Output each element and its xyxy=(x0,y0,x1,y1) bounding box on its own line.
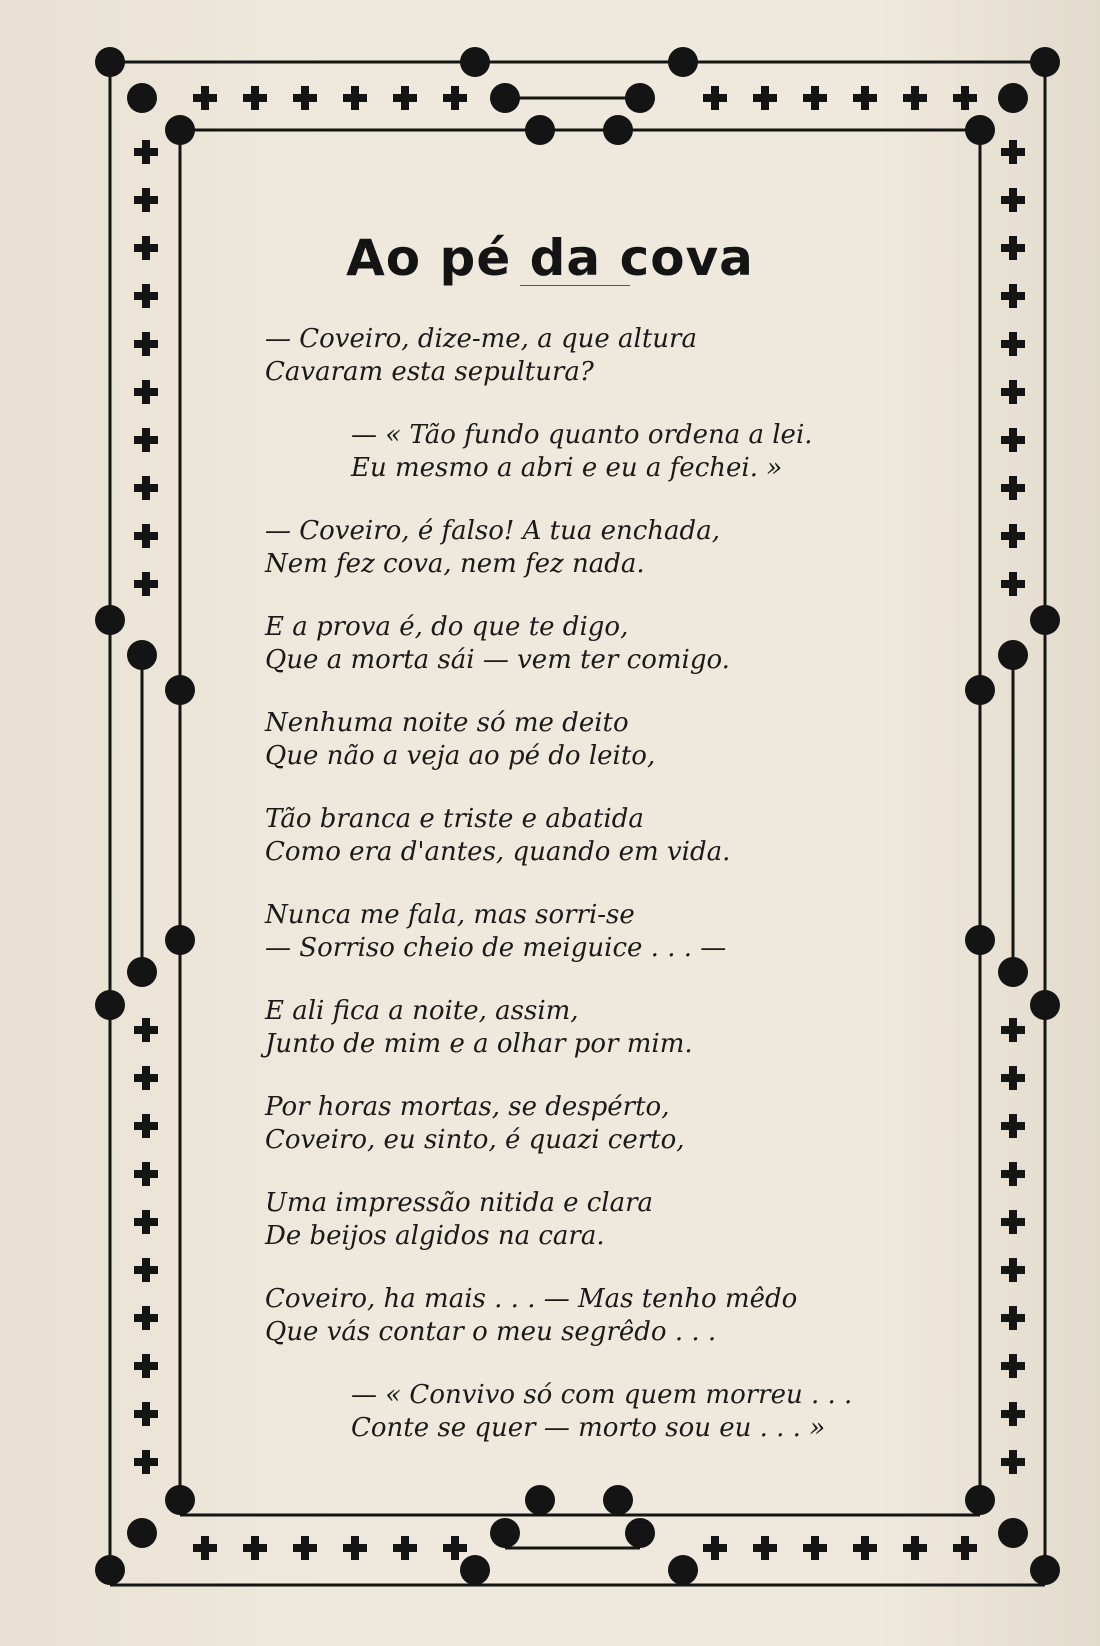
poem-line: Que não a veja ao pé do leito, xyxy=(265,741,656,771)
cross-icon xyxy=(443,86,467,110)
poem-stanza xyxy=(351,1379,865,1445)
poem-stanza xyxy=(351,419,865,485)
dot-icon xyxy=(460,47,490,77)
cross-icon xyxy=(343,86,367,110)
dot-icon xyxy=(525,1485,555,1515)
dot-icon xyxy=(127,640,157,670)
cross-icon xyxy=(853,1536,877,1560)
cross-icon xyxy=(134,1114,158,1138)
poem-line: E ali fica a noite, assim, xyxy=(265,996,579,1026)
poem-line: Como era d'antes, quando em vida. xyxy=(265,837,731,867)
poem-line: De beijos algidos na cara. xyxy=(265,1221,605,1251)
poem-line: E a prova é, do que te digo, xyxy=(265,612,629,642)
poem-stanza xyxy=(265,611,865,677)
dot-icon xyxy=(165,1485,195,1515)
dot-icon xyxy=(603,1485,633,1515)
cross-icon xyxy=(1001,524,1025,548)
poem-line: — « Convivo só com quem morreu . . . xyxy=(351,1380,853,1410)
cross-icon xyxy=(753,86,777,110)
cross-icon xyxy=(1001,572,1025,596)
cross-icon xyxy=(134,476,158,500)
dot-icon xyxy=(965,675,995,705)
cross-icon xyxy=(1001,476,1025,500)
poem-stanza xyxy=(265,1091,865,1157)
cross-icon xyxy=(703,86,727,110)
poem-line: Junto de mim e a olhar por mim. xyxy=(265,1029,693,1059)
dot-icon xyxy=(603,115,633,145)
poem-line: Eu mesmo a abri e eu a fechei. » xyxy=(351,453,783,483)
cross-icon xyxy=(803,86,827,110)
dot-icon xyxy=(95,990,125,1020)
cross-icon xyxy=(243,1536,267,1560)
cross-icon xyxy=(134,428,158,452)
cross-icon xyxy=(393,86,417,110)
cross-icon xyxy=(1001,1450,1025,1474)
poem-body xyxy=(265,323,865,1475)
cross-icon xyxy=(134,1210,158,1234)
cross-icon xyxy=(134,332,158,356)
cross-icon xyxy=(134,1450,158,1474)
dot-icon xyxy=(998,83,1028,113)
cross-icon xyxy=(134,1018,158,1042)
cross-icon xyxy=(853,86,877,110)
dot-icon xyxy=(998,957,1028,987)
poem-line: Cavaram esta sepultura? xyxy=(265,357,594,387)
dot-icon xyxy=(95,47,125,77)
poem-line: Que vás contar o meu segrêdo . . . xyxy=(265,1317,717,1347)
cross-icon xyxy=(1001,1402,1025,1426)
cross-icon xyxy=(193,1536,217,1560)
cross-icon xyxy=(803,1536,827,1560)
poem-line: — Sorriso cheio de meiguice . . . — xyxy=(265,933,727,963)
dot-icon xyxy=(965,925,995,955)
cross-icon xyxy=(753,1536,777,1560)
dot-icon xyxy=(1030,1555,1060,1585)
cross-icon xyxy=(1001,380,1025,404)
title-divider xyxy=(520,285,630,286)
dot-icon xyxy=(668,1555,698,1585)
poem-line: — « Tão fundo quanto ordena a lei. xyxy=(351,420,813,450)
dot-icon xyxy=(1030,47,1060,77)
cross-icon xyxy=(134,524,158,548)
poem-stanza xyxy=(265,707,865,773)
poem-stanza xyxy=(265,1187,865,1253)
dot-icon xyxy=(1030,990,1060,1020)
cross-icon xyxy=(1001,1018,1025,1042)
cross-icon xyxy=(134,188,158,212)
cross-icon xyxy=(443,1536,467,1560)
dot-icon xyxy=(460,1555,490,1585)
poem-stanza xyxy=(265,995,865,1061)
cross-icon xyxy=(703,1536,727,1560)
poem-line: Por horas mortas, se despérto, xyxy=(265,1092,670,1122)
cross-icon xyxy=(1001,1210,1025,1234)
poem-stanza xyxy=(265,323,865,389)
cross-icon xyxy=(1001,332,1025,356)
cross-icon xyxy=(134,1066,158,1090)
cross-icon xyxy=(903,86,927,110)
cross-icon xyxy=(903,1536,927,1560)
cross-icon xyxy=(953,1536,977,1560)
cross-icon xyxy=(134,140,158,164)
poem-stanza xyxy=(265,1283,865,1349)
dot-icon xyxy=(525,115,555,145)
cross-icon xyxy=(193,86,217,110)
dot-icon xyxy=(490,83,520,113)
dot-icon xyxy=(998,640,1028,670)
dot-icon xyxy=(965,1485,995,1515)
cross-icon xyxy=(1001,140,1025,164)
cross-icon xyxy=(1001,1354,1025,1378)
dot-icon xyxy=(165,675,195,705)
cross-icon xyxy=(243,86,267,110)
poem-title: Ao pé da cova xyxy=(346,228,754,287)
cross-icon xyxy=(134,1258,158,1282)
cross-icon xyxy=(134,572,158,596)
poem-stanza xyxy=(265,803,865,869)
dot-icon xyxy=(95,1555,125,1585)
poem-stanza xyxy=(265,515,865,581)
poem-line: Nunca me fala, mas sorri-se xyxy=(265,900,635,930)
cross-icon xyxy=(134,1162,158,1186)
dot-icon xyxy=(165,115,195,145)
dot-icon xyxy=(95,605,125,635)
cross-icon xyxy=(1001,284,1025,308)
dot-icon xyxy=(965,115,995,145)
cross-icon xyxy=(134,1354,158,1378)
dot-icon xyxy=(490,1518,520,1548)
cross-icon xyxy=(293,1536,317,1560)
dot-icon xyxy=(127,957,157,987)
poem-line: Conte se quer — morto sou eu . . . » xyxy=(351,1413,826,1443)
cross-icon xyxy=(1001,1162,1025,1186)
dot-icon xyxy=(998,1518,1028,1548)
cross-icon xyxy=(134,284,158,308)
cross-icon xyxy=(1001,1258,1025,1282)
cross-icon xyxy=(134,380,158,404)
dot-icon xyxy=(165,925,195,955)
cross-icon xyxy=(393,1536,417,1560)
dot-icon xyxy=(1030,605,1060,635)
cross-icon xyxy=(134,1402,158,1426)
cross-icon xyxy=(1001,1066,1025,1090)
cross-icon xyxy=(1001,1306,1025,1330)
poem-line: Nenhuma noite só me deito xyxy=(265,708,629,738)
cross-icon xyxy=(343,1536,367,1560)
poem-line: Que a morta sái — vem ter comigo. xyxy=(265,645,730,675)
poem-line: — Coveiro, é falso! A tua enchada, xyxy=(265,516,720,546)
poem-line: Nem fez cova, nem fez nada. xyxy=(265,549,645,579)
dot-icon xyxy=(625,1518,655,1548)
dot-icon xyxy=(127,1518,157,1548)
cross-icon xyxy=(1001,1114,1025,1138)
cross-icon xyxy=(1001,188,1025,212)
poem-line: — Coveiro, dize-me, a que altura xyxy=(265,324,697,354)
poem-stanza xyxy=(265,899,865,965)
cross-icon xyxy=(953,86,977,110)
dot-icon xyxy=(668,47,698,77)
cross-icon xyxy=(293,86,317,110)
poem-line: Tão branca e triste e abatida xyxy=(265,804,644,834)
cross-icon xyxy=(134,1306,158,1330)
poem-line: Uma impressão nitida e clara xyxy=(265,1188,654,1218)
dot-icon xyxy=(625,83,655,113)
poem-line: Coveiro, eu sinto, é quazi certo, xyxy=(265,1125,685,1155)
cross-icon xyxy=(1001,428,1025,452)
dot-icon xyxy=(127,83,157,113)
poem-line: Coveiro, ha mais . . . — Mas tenho mêdo xyxy=(265,1284,798,1314)
